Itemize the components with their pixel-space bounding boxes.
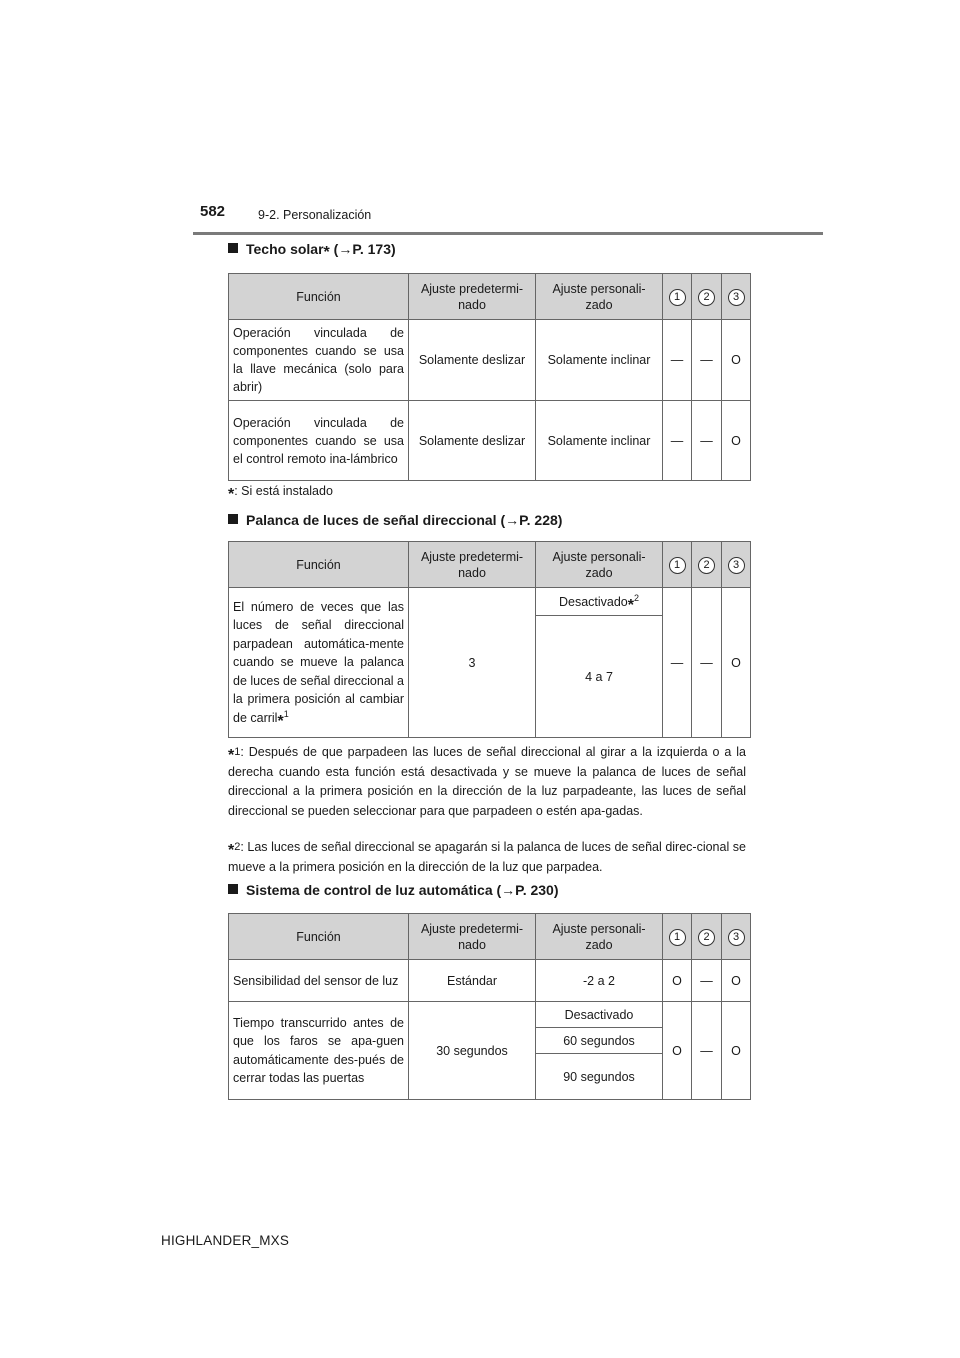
cell-custom: Solamente inclinar (536, 320, 663, 401)
header-col3 (722, 542, 751, 588)
cell-c3: O (722, 588, 751, 738)
header-col1 (663, 914, 692, 960)
header-col2 (692, 542, 722, 588)
row-description: El número de veces que las luces de señal direccional parpadean automática-mente cuando se mueve la palanca de luces de señal direccional a la primera posición al cambiar de carril*$^1$ (229, 588, 409, 738)
square-bullet-icon (228, 884, 238, 894)
header-funcion: Función (229, 914, 409, 960)
footer-model: HIGHLANDER_MXS (161, 1233, 290, 1248)
header-col2 (692, 274, 722, 320)
cell-c2: — (692, 1002, 722, 1100)
cell-custom-1: Desactivado (536, 1002, 663, 1028)
footnote-2: *2: Las luces de señal direccional se apagarán si la palanca de luces de señal direc-cional se mueve a la primera posición en la dirección de la luz que parpadea. (228, 840, 746, 874)
asterisk: * (323, 244, 330, 261)
circled-3-icon: 3 (728, 289, 745, 306)
heading-palanca: Palanca de luces de señal direccional (→P. 228) (228, 512, 562, 528)
cell-c3: O (722, 320, 751, 401)
row-description: Operación vinculada de componentes cuando se usa la llave mecánica (solo para abrir) (229, 320, 409, 401)
table-row (229, 588, 751, 616)
header-col3 (722, 274, 751, 320)
cell-c1: — (663, 588, 692, 738)
cell-c2: — (692, 320, 722, 401)
cell-c2: — (692, 401, 722, 481)
row-description: Operación vinculada de componentes cuando se usa el control remoto ina-lámbrico (229, 401, 409, 481)
cell-default: Estándar (409, 960, 536, 1002)
cell-custom: -2 a 2 (536, 960, 663, 1002)
header-default: Ajuste predetermi- nado (409, 274, 536, 320)
header-col1 (663, 542, 692, 588)
footnote-techo: *: Si está instalado (228, 484, 333, 503)
cell-custom-3: 90 segundos (536, 1054, 663, 1100)
table-techo-solar (228, 273, 751, 481)
cell-default: Solamente deslizar (409, 401, 536, 481)
header-funcion: Función (229, 542, 409, 588)
cell-default: Solamente deslizar (409, 320, 536, 401)
circled-3-icon: 3 (728, 929, 745, 946)
square-bullet-icon (228, 243, 238, 253)
header-custom: Ajuste personali- zado (536, 542, 663, 588)
circled-2-icon: 2 (698, 557, 715, 574)
cell-c3: O (722, 960, 751, 1002)
cell-c3: O (722, 401, 751, 481)
cell-custom-1: Desactivado*$^2$ (536, 588, 663, 616)
table-row (229, 320, 751, 401)
cell-custom: Solamente inclinar (536, 401, 663, 481)
header-col2 (692, 914, 722, 960)
header-custom: Ajuste personali- zado (536, 914, 663, 960)
cell-custom-2: 60 segundos (536, 1028, 663, 1054)
header-col3 (722, 914, 751, 960)
header-funcion: Función (229, 274, 409, 320)
cell-c1: — (663, 320, 692, 401)
cell-c1: — (663, 401, 692, 481)
cell-default: 3 (409, 588, 536, 738)
page-number: 582 (200, 203, 226, 220)
table-row (229, 960, 751, 1002)
cell-c3: O (722, 1002, 751, 1100)
table-row (229, 1002, 751, 1028)
header-default: Ajuste predetermi- nado (409, 542, 536, 588)
table-luz-automatica (228, 913, 751, 1100)
heading-techo-solar: Techo solar* (→P. 173) (228, 241, 396, 257)
cell-c1: O (663, 1002, 692, 1100)
table-row (229, 401, 751, 481)
cell-default: 30 segundos (409, 1002, 536, 1100)
circled-1-icon: 1 (669, 929, 686, 946)
header-custom: Ajuste personali- zado (536, 274, 663, 320)
cell-c1: O (663, 960, 692, 1002)
cell-c2: — (692, 960, 722, 1002)
footnote-1: *1: Después de que parpadeen las luces de señal direccional al girar a la izquierda o a la derecha cuando esta función está desactivada y se mueve la palanca de luces de señal direccional a la primera posición en la dirección de la luz parpadeante, las luces de señal direccional se pueden seleccionar para que parpadeen o estén apa-gadas. (228, 745, 746, 818)
table-palanca (228, 541, 751, 738)
section-title: 9-2. Personalización (258, 208, 372, 222)
cell-custom-2: 4 a 7 (536, 616, 663, 738)
cell-c2: — (692, 588, 722, 738)
row-description: Tiempo transcurrido antes de que los faros se apa-guen automáticamente des-pués de cerrar todas las puertas (229, 1002, 409, 1100)
circled-1-icon: 1 (669, 289, 686, 306)
heading-luz-automatica: Sistema de control de luz automática (→P. 230) (228, 882, 559, 898)
header-default: Ajuste predetermi- nado (409, 914, 536, 960)
row-description: Sensibilidad del sensor de luz (229, 960, 409, 1002)
circled-1-icon: 1 (669, 557, 686, 574)
header-rule (193, 232, 823, 235)
circled-3-icon: 3 (728, 557, 745, 574)
header-col1 (663, 274, 692, 320)
square-bullet-icon (228, 514, 238, 524)
circled-2-icon: 2 (698, 929, 715, 946)
circled-2-icon: 2 (698, 289, 715, 306)
